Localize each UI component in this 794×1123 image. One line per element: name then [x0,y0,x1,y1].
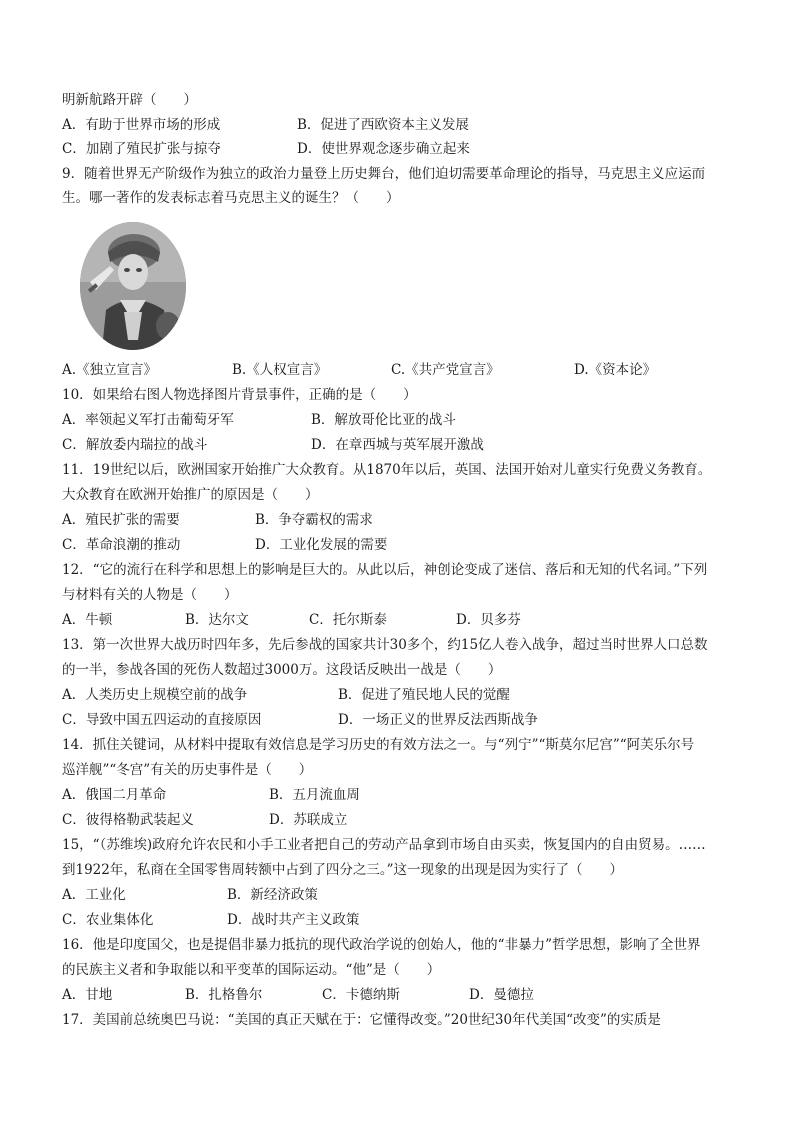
q11-stem-line-1: 11．19世纪以后，欧洲国家开始推广大众教育。从1870年以后，英国、法国开始对儿童实行免费义务教育。 [62,462,712,478]
q16-option-a: A．甘地 [62,987,113,1003]
q13-stem-line-1: 13．第一次世界大战历时四年多，先后参战的国家共计30多个，约15亿人卷入战争，超过当时世界人口总数 [62,637,708,653]
portrait-image [80,222,186,350]
q16-option-b: B．扎格鲁尔 [185,987,263,1003]
q8-option-d: D．使世界观念逐步确立起来 [297,141,470,157]
q12-option-d: D．贝多芬 [456,612,521,628]
q10-option-d: D．在章西城与英军展开激战 [311,437,484,453]
q13-option-d: D．一场正义的世界反法西斯战争 [338,712,538,728]
q14-option-c: C．彼得格勒武装起义 [62,812,194,828]
q13-stem-line-2: 的一半，参战各国的死伤人数超过3000万。这段话反映出一战是（ ） [62,662,502,678]
q10-option-b: B．解放哥伦比亚的战斗 [311,412,456,428]
q9-option-a: A.《独立宣言》 [62,362,158,378]
q9-option-c: C.《共产党宣言》 [391,362,500,378]
q14-stem-line-2: 巡洋舰”“冬宫”有关的历史事件是（ ） [62,762,313,778]
q9-stem-line-2: 生。哪一著作的发表标志着马克思主义的诞生？（ ） [62,190,400,206]
q15-option-c: C．农业集体化 [62,912,154,928]
q11-option-d: D．工业化发展的需要 [255,537,388,553]
q16-option-c: C．卡德纳斯 [322,987,400,1003]
q8-option-c: C．加剧了殖民扩张与掠夺 [62,141,221,157]
q14-option-a: A．俄国二月革命 [62,787,167,803]
q12-stem-line-1: 12．“它的流行在科学和思想上的影响是巨大的。从此以后，神创论变成了迷信、落后和无知的代名词。”下列 [62,562,708,578]
q15-option-d: D．战时共产主义政策 [227,912,360,928]
q15-option-b: B．新经济政策 [227,887,318,903]
q8-option-a: A．有助于世界市场的形成 [62,117,221,133]
q8-stem: 明新航路开辟（ ） [62,92,197,108]
q10-option-c: C．解放委内瑞拉的战斗 [62,437,208,453]
q12-option-a: A．牛顿 [62,612,113,628]
q10-stem: 10．如果给右图人物选择图片背景事件，正确的是（ ） [62,387,417,403]
q9-stem-line-1: 9．随着世界无产阶级作为独立的政治力量登上历史舞台，他们迫切需要革命理论的指导，马克思主义应运而 [62,166,706,182]
q15-option-a: A．工业化 [62,887,126,903]
q10-option-a: A．率领起义军打击葡萄牙军 [62,412,234,428]
q16-option-d: D．曼德拉 [469,987,534,1003]
q15-stem-line-2: 到1922年，私商在全国零售周转额中占到了四分之三。”这一现象的出现是因为实行了（ ） [62,862,624,878]
q12-option-c: C．托尔斯泰 [309,612,387,628]
q11-option-b: B．争夺霸权的需求 [255,512,373,528]
q15-stem-line-1: 15，“（苏维埃)政府允许农民和小手工业者把自己的劳动产品拿到市场自由买卖，恢复国内的自由贸易。…… [62,837,706,853]
q9-option-d: D.《资本论》 [574,362,657,378]
q12-option-b: B．达尔文 [185,612,249,628]
q8-option-b: B．促进了西欧资本主义发展 [297,117,469,133]
q16-stem-line-1: 16．他是印度国父，也是提倡非暴力抵抗的现代政治学说的创始人，他的“非暴力”哲学思想，影响了全世界 [62,937,701,953]
q13-option-a: A．人类历史上规模空前的战争 [62,687,248,703]
q11-option-c: C．革命浪潮的推动 [62,537,181,553]
q12-stem-line-2: 与材料有关的人物是（ ） [62,587,238,603]
q14-option-d: D．苏联成立 [269,812,348,828]
q11-option-a: A．殖民扩张的需要 [62,512,180,528]
q14-stem-line-1: 14．抓住关键词，从材料中提取有效信息是学习历史的有效方法之一。与“列宁”“斯莫尔尼宫”“阿芙乐尔号 [62,737,695,753]
q13-option-b: B．促进了殖民地人民的觉醒 [338,687,510,703]
q17-stem: 17．美国前总统奥巴马说：“美国的真正天赋在于：它懂得改变。”20世纪30年代美国“改变”的实质是 [62,1012,661,1028]
q9-option-b: B.《人权宣言》 [232,362,328,378]
q14-option-b: B．五月流血周 [269,787,360,803]
q16-stem-line-2: 的民族主义者和争取能以和平变革的国际运动。“他”是（ ） [62,962,441,978]
q11-stem-line-2: 大众教育在欧洲开始推广的原因是（ ） [62,487,319,503]
q13-option-c: C．导致中国五四运动的直接原因 [62,712,262,728]
